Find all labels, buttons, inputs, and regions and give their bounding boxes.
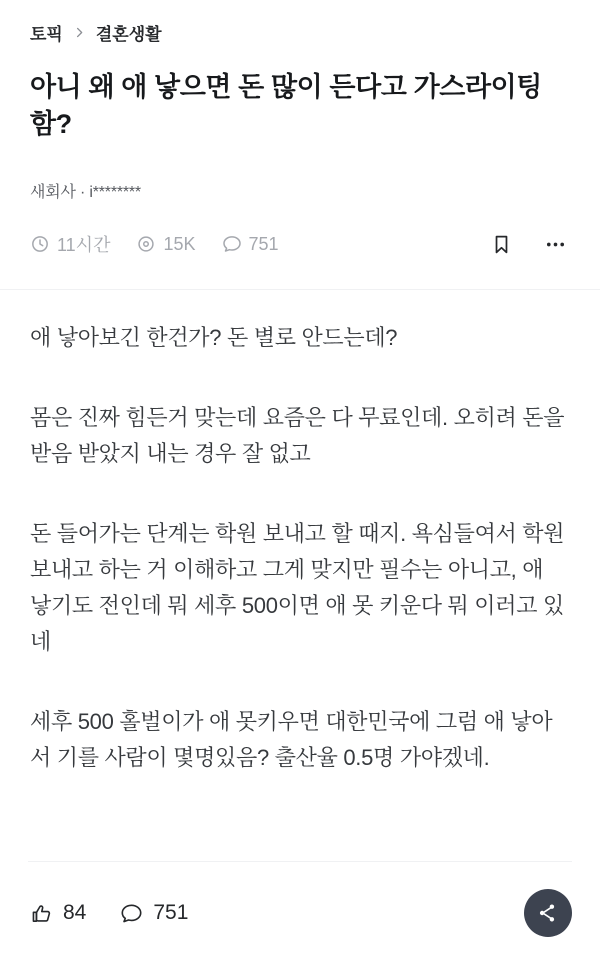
more-ellipsis-icon bbox=[544, 233, 567, 256]
post-comment-count-label: 751 bbox=[248, 233, 279, 254]
like-button[interactable] bbox=[30, 901, 86, 925]
post-footer bbox=[0, 862, 600, 964]
thumbs-up-icon bbox=[30, 902, 53, 925]
share-button[interactable] bbox=[524, 889, 572, 937]
post-header bbox=[0, 0, 600, 289]
post-comment-count bbox=[222, 234, 279, 255]
share-icon bbox=[536, 901, 560, 925]
post-body bbox=[0, 290, 600, 861]
post-views bbox=[136, 234, 195, 255]
post-time bbox=[30, 231, 110, 257]
bookmark-icon bbox=[490, 233, 513, 256]
post-author: 새회사 · i******** bbox=[30, 184, 141, 201]
like-count: 84 bbox=[63, 901, 87, 924]
more-options-button[interactable] bbox=[540, 229, 570, 259]
post-views-label: 15K bbox=[163, 233, 196, 254]
comment-bubble-icon bbox=[120, 902, 143, 925]
comment-bubble-icon bbox=[222, 234, 242, 254]
post-title: 아니 왜 애 낳으면 돈 많이 든다고 가스라이팅함? bbox=[30, 72, 542, 139]
breadcrumb-section[interactable]: 토픽 bbox=[30, 25, 63, 44]
body-paragraph: 세후 500 홀벌이가 애 못키우면 대한민국에 그럼 애 낳아서 기를 사람이 몇명있음? 출산율 0.5명 가야겠네. bbox=[30, 709, 553, 770]
bookmark-button[interactable] bbox=[486, 229, 516, 259]
body-paragraph: 돈 들어가는 단계는 학원 보내고 할 때지. 욕심들여서 학원 보내고 하는 거 이해하고 그게 맞지만 필수는 아니고, 애 낳기도 전인데 뭐 세후 500이면 애 못 키운다 뭐 이러고 있네 bbox=[30, 521, 565, 654]
body-paragraph: 애 낳아보긴 한건가? 돈 별로 안드는데? bbox=[30, 325, 398, 350]
breadcrumb-category[interactable]: 결혼생활 bbox=[95, 25, 162, 44]
chevron-right-icon bbox=[73, 26, 86, 39]
breadcrumb bbox=[30, 20, 570, 45]
comment-button[interactable] bbox=[120, 901, 188, 925]
post-meta-row bbox=[30, 229, 570, 259]
view-count-icon bbox=[136, 234, 156, 254]
clock-icon bbox=[30, 234, 50, 254]
post-time-label: 11시간 bbox=[57, 235, 111, 255]
comment-count: 751 bbox=[153, 901, 189, 924]
body-paragraph: 몸은 진짜 힘든거 맞는데 요즘은 다 무료인데. 오히려 돈을 받음 받았지 내는 경우 잘 없고 bbox=[30, 405, 565, 466]
